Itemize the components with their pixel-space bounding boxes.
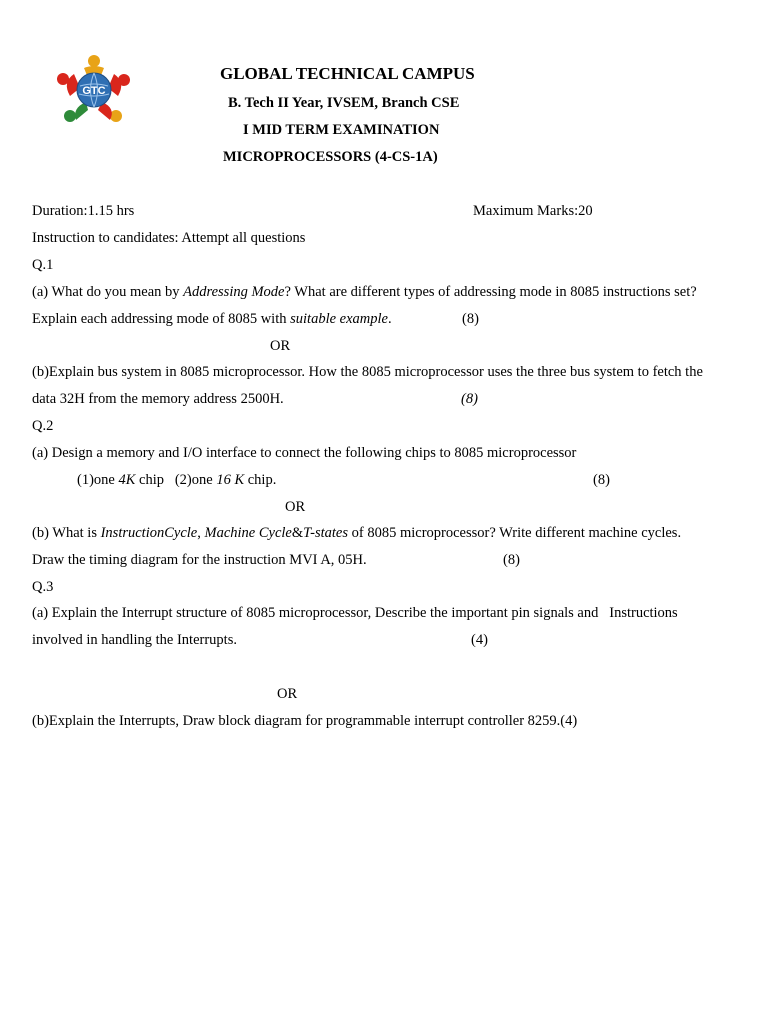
q3a-line1: (a) Explain the Interrupt structure of 8085 microprocessor, Describe the important pin signals and Instructions [32,605,678,621]
q2b-term: Machine Cycle [204,525,292,541]
q1a-text: Explain each addressing mode of 8085 with [32,311,291,327]
q1a-line2 [32,310,392,328]
q1a-marks: (8) [462,311,479,327]
q1a-term: suitable example [290,311,388,327]
logo-text: GTC [82,85,106,97]
q3a-marks: (4) [471,632,488,648]
q2b-marks: (8) [503,552,520,568]
q2b-line2: Draw the timing diagram for the instruction MVI A, 05H. [32,552,367,568]
program-line: B. Tech II Year, IVSEM, Branch CSE [228,95,460,111]
q2a-chip: 4K [118,472,136,488]
q2b-line1 [32,524,681,542]
q1b-marks: (8) [461,391,478,407]
q2b-term: InstructionCycle [100,525,198,541]
q2a-marks: (8) [593,472,610,488]
institution-name: GLOBAL TECHNICAL CAMPUS [220,64,475,83]
q3-or: OR [277,686,298,702]
instruction: Instruction to candidates: Attempt all questions [32,230,306,246]
q2a-chip: 16 K [216,472,245,488]
q1a-text: ? What are different types of addressing mode in 8085 instructions set? [284,284,697,300]
q1a-line1 [32,283,697,301]
exam-title: I MID TERM EXAMINATION [243,122,440,138]
q2-label: Q.2 [32,418,54,434]
q2a-text: chip (2)one [135,472,217,488]
q2b-text: & [291,525,304,541]
q2a-line2 [77,471,276,489]
q1-label: Q.1 [32,257,54,273]
q2b-text: (b) What is [32,525,101,541]
gtc-logo [54,52,134,126]
q1a-term: Addressing Mode [183,284,285,300]
q2b-text: , [197,525,205,541]
q1b-line1: (b)Explain bus system in 8085 microprocessor. How the 8085 microprocessor uses the three bus system to fetch the [32,364,703,380]
duration: Duration:1.15 hrs [32,203,135,219]
q2a-text: chip. [244,472,277,488]
max-marks: Maximum Marks:20 [473,203,593,219]
q2b-term: T-states [303,525,349,541]
q3b-line1: (b)Explain the Interrupts, Draw block diagram for programmable interrupt controller 8259.(4) [32,713,578,729]
q3-label: Q.3 [32,579,54,595]
subject-title: MICROPROCESSORS (4-CS-1A) [223,149,438,165]
q1a-text: . [387,311,392,327]
q1b-line2: data 32H from the memory address 2500H. [32,391,284,407]
q2-or: OR [285,499,306,515]
q2b-text: of 8085 microprocessor? Write different machine cycles. [348,525,682,541]
q1a-text: (a) What do you mean by [32,284,184,300]
q1-or: OR [270,338,291,354]
q2a-text: (1)one [77,472,119,488]
q2a-line1: (a) Design a memory and I/O interface to connect the following chips to 8085 microprocessor [32,445,577,461]
q3a-line2: involved in handling the Interrupts. [32,632,237,648]
